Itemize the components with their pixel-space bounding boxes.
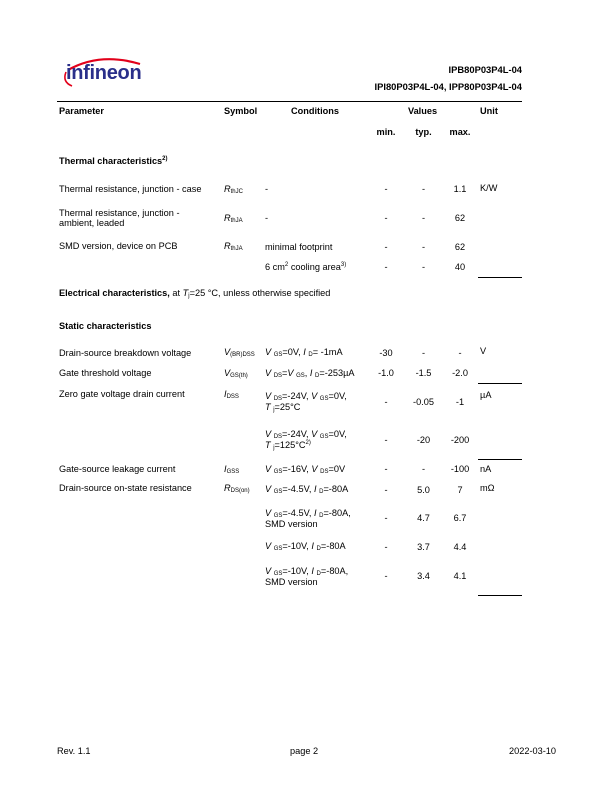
infineon-logo (60, 58, 145, 90)
part-number-header-2: IPI80P03P4L-04, IPP80P03P4L-04 (374, 81, 522, 92)
footer-date: 2022-03-10 (509, 746, 556, 756)
symbol-vbrdss: V(BR)DSS (224, 347, 255, 358)
footer-revision: Rev. 1.1 (57, 746, 91, 756)
col-symbol: Symbol (224, 106, 258, 116)
table-row-param: Thermal resistance, junction - ambient, leaded (59, 208, 180, 228)
symbol-rthjc: RthJC (224, 183, 243, 195)
table-row-param: Thermal resistance, junction - case (59, 184, 202, 194)
symbol-rthja: RthJA (224, 212, 243, 224)
col-conditions: Conditions (291, 106, 339, 116)
col-typ: typ. (415, 127, 432, 137)
characteristics-table: Parameter Symbol Conditions Values Unit min. typ. max. Thermal characteristics$^{2)}$ Thermal resistance, junction - case RthJC - - - 1.1 K/W Thermal resistance, junction - ambient, leaded RthJA - - - 62 SMD version, device on PCB RthJA minimal footprint - - 62 6 $cm^2$ cooling area$^{3)}$ - - 40 Electrical characteristics, at Tj=25 °C, unless otherwise specified Static characteristics Drain-source breakdown voltage V(BR)DSS V GS=0V, I D= -1mA -30 - - V Gate threshold voltage VGS(th) V DS=V GS, I D=-253µA -1.0 -1.5 -2.0 Zero gate voltage drain current IDSS V DS=-24V, V GS=0V, T j=25°C - -0.05 -1 µA V DS=-24V, V GS=0V, T $j=125^\circ C^{2)}$ - -20 -200 Gate-source leakage current IGSS V GS=-16V, V DS=0V - - -100 nA Drain-source on-state resistance RDS(on) V GS=-4.5V, I D=-80A - 5.0 7 mΩ V GS=-4.5V, I D=-80A, SMD version - 4.7 6.7 V GS=-10V, I D=-80A - 3.7 4.4 V GS=-10V, I D=-80A, SMD version - 3.4 4.1 (57, 102, 522, 596)
col-values: Values (407, 106, 438, 116)
logo-text: infineon (66, 62, 142, 84)
thermal-section-title: Thermal characteristics$^{2)}$ (59, 155, 168, 166)
symbol-idss: IDSS (224, 389, 239, 400)
symbol-igss: IGSS (224, 463, 240, 475)
static-section-title: Static characteristics (59, 321, 152, 331)
part-number-header: IPB80P03P4L-04 (448, 64, 522, 75)
col-parameter: Parameter (59, 106, 104, 116)
col-min: min. (376, 127, 396, 137)
symbol-rdson: RDS(on) (224, 483, 250, 494)
symbol-rthja-smd: RthJA (224, 241, 243, 252)
footer-page: page 2 (290, 746, 319, 756)
table-row-param: SMD version, device on PCB (59, 241, 178, 251)
col-max: max. (449, 127, 471, 137)
electrical-section-title: Electrical characteristics, at Tj=25 °C, unless otherwise specified (59, 288, 331, 300)
symbol-vgsth: VGS(th) (224, 367, 248, 379)
col-unit: Unit (480, 106, 498, 116)
